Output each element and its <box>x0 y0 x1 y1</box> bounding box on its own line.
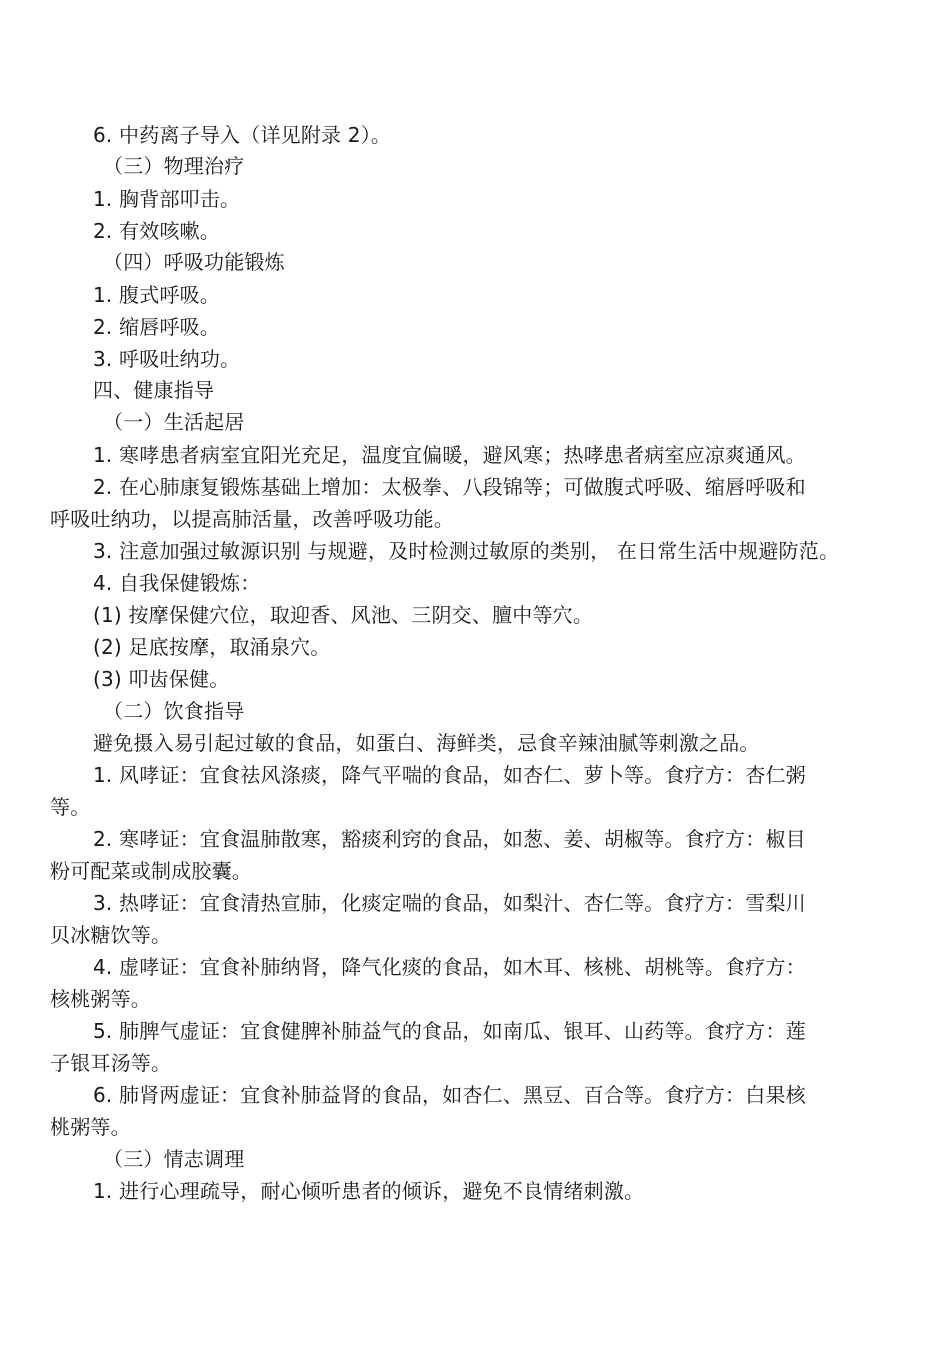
text-line: 3. 热哮证：宜食清热宣肺，化痰定喘的食品，如梨汁、杏仁等。食疗方：雪梨川 <box>93 891 806 915</box>
text-line: 等。 <box>50 795 91 819</box>
text-line: 6. 中药离子导入（详见附录 2）。 <box>93 123 392 147</box>
text-line: 子银耳汤等。 <box>50 1051 172 1075</box>
text-line: 3. 呼吸吐纳功。 <box>93 347 241 371</box>
text-line: 1. 腹式呼吸。 <box>93 283 221 307</box>
text-line: 6. 肺肾两虚证：宜食补肺益肾的食品，如杏仁、黑豆、百合等。食疗方：白果核 <box>93 1083 806 1107</box>
text-line: 贝冰糖饮等。 <box>50 923 172 947</box>
text-line: 1. 进行心理疏导，耐心倾听患者的倾诉，避免不良情绪刺激。 <box>93 1179 645 1203</box>
text-line: 2. 有效咳嗽。 <box>93 219 221 243</box>
text-line: (1) 按摩保健穴位，取迎香、风池、三阴交、膻中等穴。 <box>93 603 594 627</box>
text-line: 避免摄入易引起过敏的食品，如蛋白、海鲜类，忌食辛辣油腻等刺激之品。 <box>93 731 760 755</box>
text-line: 2. 缩唇呼吸。 <box>93 315 221 339</box>
text-line: 核桃粥等。 <box>50 987 151 1011</box>
text-line: 2. 在心肺康复锻炼基础上增加：太极拳、八段锦等；可做腹式呼吸、缩唇呼吸和 <box>93 475 806 499</box>
section-heading: （二）饮食指导 <box>103 699 245 723</box>
text-line: 呼吸吐纳功，以提高肺活量，改善呼吸功能。 <box>50 507 454 531</box>
text-line: 1. 风哮证：宜食祛风涤痰，降气平喘的食品，如杏仁、萝卜等。食疗方：杏仁粥 <box>93 763 806 787</box>
section-heading: （三）物理治疗 <box>103 154 245 178</box>
text-line: 2. 寒哮证：宜食温肺散寒，豁痰利窍的食品，如葱、姜、胡椒等。食疗方：椒目 <box>93 827 806 851</box>
text-line: (2) 足底按摩，取涌泉穴。 <box>93 635 331 659</box>
text-line: (3) 叩齿保健。 <box>93 667 230 691</box>
text-line: 粉可配菜或制成胶囊。 <box>50 859 252 883</box>
text-line: 桃粥等。 <box>50 1115 131 1139</box>
section-heading: （三）情志调理 <box>103 1147 245 1171</box>
section-heading: （一）生活起居 <box>103 410 245 434</box>
text-line: 4. 自我保健锻炼： <box>93 571 261 595</box>
text-line: 1. 胸背部叩击。 <box>93 187 241 211</box>
text-line: 3. 注意加强过敏源识别 与规避，及时检测过敏原的类别， 在日常生活中规避防范。 <box>93 539 840 563</box>
section-heading: （四）呼吸功能锻炼 <box>103 250 285 274</box>
chapter-heading: 四、健康指导 <box>93 378 215 402</box>
text-line: 5. 肺脾气虚证：宜食健脾补肺益气的食品，如南瓜、银耳、山药等。食疗方：莲 <box>93 1019 806 1043</box>
text-line: 4. 虚哮证：宜食补肺纳肾，降气化痰的食品，如木耳、核桃、胡桃等。食疗方： <box>93 955 806 979</box>
text-line: 1. 寒哮患者病室宜阳光充足，温度宜偏暖，避风寒；热哮患者病室应凉爽通风。 <box>93 443 806 467</box>
